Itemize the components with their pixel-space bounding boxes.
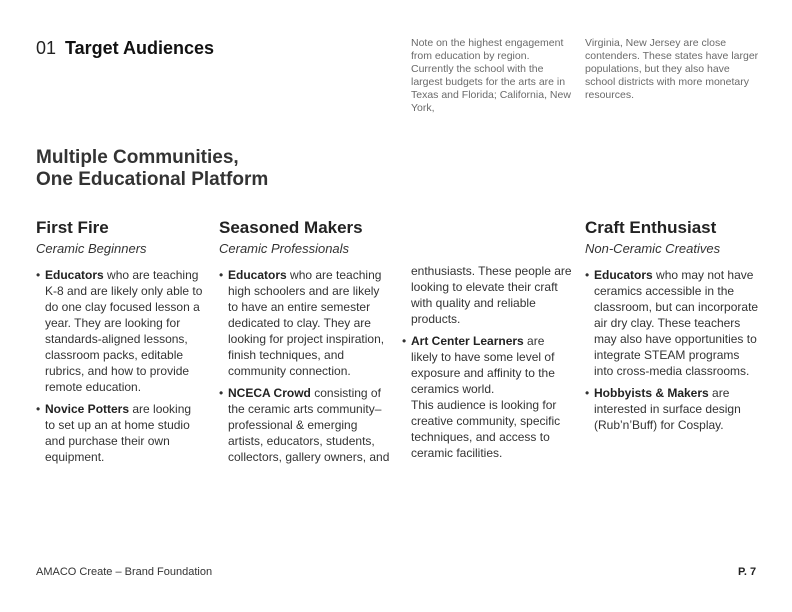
column-title: Seasoned Makers bbox=[219, 218, 363, 237]
column-subtitle: Ceramic Beginners bbox=[36, 241, 147, 256]
bullet-icon: • bbox=[585, 268, 590, 282]
bullet-icon: • bbox=[585, 386, 590, 400]
column-seasoned-makers bbox=[219, 218, 391, 471]
audience-name: Educators bbox=[45, 268, 104, 282]
column-subtitle: Ceramic Professionals bbox=[219, 241, 350, 256]
page-number: P. 7 bbox=[738, 566, 757, 578]
continued-summary: This audience is looking for creative community, specific techniques, and access to ceramic facilities. bbox=[411, 398, 561, 460]
list-item bbox=[36, 401, 204, 465]
list-item bbox=[36, 267, 204, 395]
audience-list bbox=[36, 267, 204, 465]
audience-name: Hobbyists & Makers bbox=[594, 386, 709, 400]
audience-list bbox=[585, 267, 760, 433]
list-item bbox=[585, 385, 760, 433]
audience-name: NCECA Crowd bbox=[228, 386, 311, 400]
bullet-icon: • bbox=[36, 268, 41, 282]
continued-text: enthusiasts. These people are looking to elevate their craft with quality and reliable products. bbox=[411, 264, 572, 326]
audience-description: are likely to have some level of exposure and affinity to the ceramics world. bbox=[411, 334, 555, 396]
bullet-icon: • bbox=[36, 402, 41, 416]
audience-description: who may not have ceramics accessible in the classroom, but can incorporate air dry clay. These teachers may also have opportunities to integrate STEAM programs into cross-media classrooms. bbox=[594, 268, 759, 378]
list-item bbox=[219, 267, 391, 379]
section-number: 01 bbox=[36, 38, 57, 58]
audience-list bbox=[402, 333, 574, 397]
column-title: First Fire bbox=[36, 218, 109, 237]
bullet-icon: • bbox=[219, 386, 224, 400]
column-continued bbox=[402, 263, 574, 461]
audience-description: are interested in surface design (Rub’n’Buff) for Cosplay. bbox=[594, 386, 741, 432]
column-title: Craft Enthusiast bbox=[585, 218, 717, 237]
audience-list bbox=[219, 267, 391, 465]
audience-name: Educators bbox=[228, 268, 287, 282]
audience-name: Educators bbox=[594, 268, 653, 282]
audience-description: who are teaching high schoolers and are likely to have an entire semester dedicated to clay. They are looking for project inspiration, finish techniques, and community connection. bbox=[228, 268, 385, 378]
column-first-fire bbox=[36, 218, 204, 471]
page-headline bbox=[36, 147, 376, 191]
note-right: Virginia, New Jersey are close contenders. These states have larger populations, but they also have school districts with more monetary resources. bbox=[585, 37, 759, 101]
section-title: Target Audiences bbox=[65, 38, 215, 58]
audience-description: are looking to set up an at home studio and purchase their own equipment. bbox=[45, 402, 192, 464]
headline-line-1: Multiple Communities, bbox=[36, 147, 239, 168]
column-craft-enthusiast bbox=[585, 218, 760, 439]
list-item bbox=[585, 267, 760, 379]
note-left: Note on the highest engagement from education by region. Currently the school with the largest budgets for the arts are in Texas and Florida; California, New York, bbox=[411, 37, 571, 114]
audience-description: who are teaching K-8 and are likely only able to do one clay focused lesson a year. They are looking for standards-aligned lessons, classroom packs, editable rubrics, and how to provide remote education. bbox=[45, 268, 203, 394]
audience-description: consisting of the ceramic arts community–professional & emerging artists, educators, students, collectors, gallery owners, and bbox=[228, 386, 390, 464]
audience-name: Novice Potters bbox=[45, 402, 130, 416]
list-item bbox=[402, 333, 574, 397]
audience-name: Art Center Learners bbox=[411, 334, 524, 348]
footer-brand: AMACO Create – Brand Foundation bbox=[36, 566, 213, 578]
list-item bbox=[219, 385, 391, 465]
bullet-icon: • bbox=[219, 268, 224, 282]
column-subtitle: Non-Ceramic Creatives bbox=[585, 241, 721, 256]
headline-line-2: One Educational Platform bbox=[36, 169, 269, 190]
bullet-icon: • bbox=[402, 334, 407, 348]
